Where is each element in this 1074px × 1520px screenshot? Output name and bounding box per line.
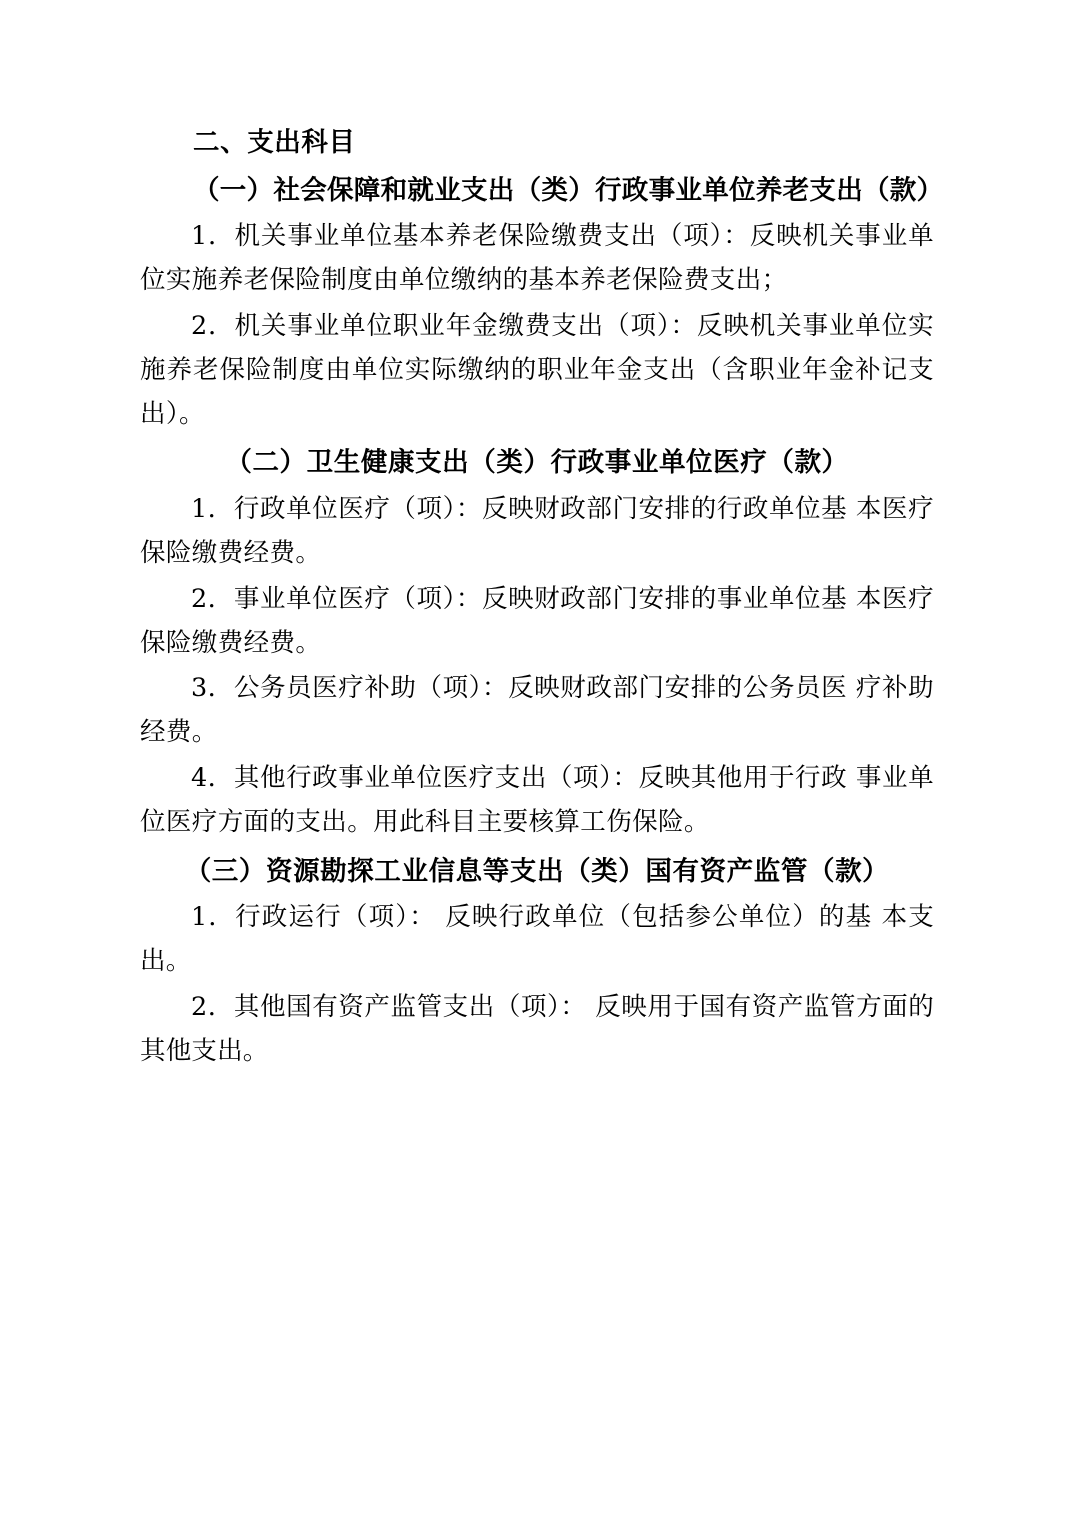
paragraph-other-state-asset: 2．其他国有资产监管支出（项）： 反映用于国有资产监管方面的其他支出。: [140, 992, 934, 1067]
paragraph-institution-medical: 2．事业单位医疗（项）：反映财政部门安排的事业单位基 本医疗保险缴费经费。: [140, 583, 934, 658]
section-heading-expenditure: 二、支出科目: [193, 127, 356, 158]
subheading-resource-exploration: （三）资源勘探工业信息等支出（类）国有资产监管（款）: [184, 855, 890, 887]
document-body: [140, 120, 944, 1074]
paragraph-administrative-operation: 1．行政运行（项）： 反映行政单位（包括参公单位）的基 本支出。: [140, 902, 934, 977]
paragraph-other-medical: 4．其他行政事业单位医疗支出（项）：反映其他用于行政 事业单位医疗方面的支出。用此科目主要核算工伤保险。: [140, 763, 934, 838]
paragraph-admin-medical: 1．行政单位医疗（项）：反映财政部门安排的行政单位基 本医疗保险缴费经费。: [140, 494, 934, 568]
paragraph-pension-annuity: 2．机关事业单位职业年金缴费支出（项）：反映机关事业单位实施养老保险制度由单位实际缴纳的职业年金支出（含职业年金补记支出）。: [140, 310, 934, 429]
paragraph-pension-basic: 1．机关事业单位基本养老保险缴费支出（项）：反映机关事业单位实施养老保险制度由单位缴纳的基本养老保险费支出；: [140, 221, 934, 296]
subheading-social-security: （一）社会保障和就业支出（类）行政事业单位养老支出（款）: [193, 174, 944, 206]
subheading-health: （二）卫生健康支出（类）行政事业单位医疗（款）: [225, 447, 849, 479]
paragraph-civil-servant-medical: 3．公务员医疗补助（项）：反映财政部门安排的公务员医 疗补助经费。: [140, 673, 934, 748]
